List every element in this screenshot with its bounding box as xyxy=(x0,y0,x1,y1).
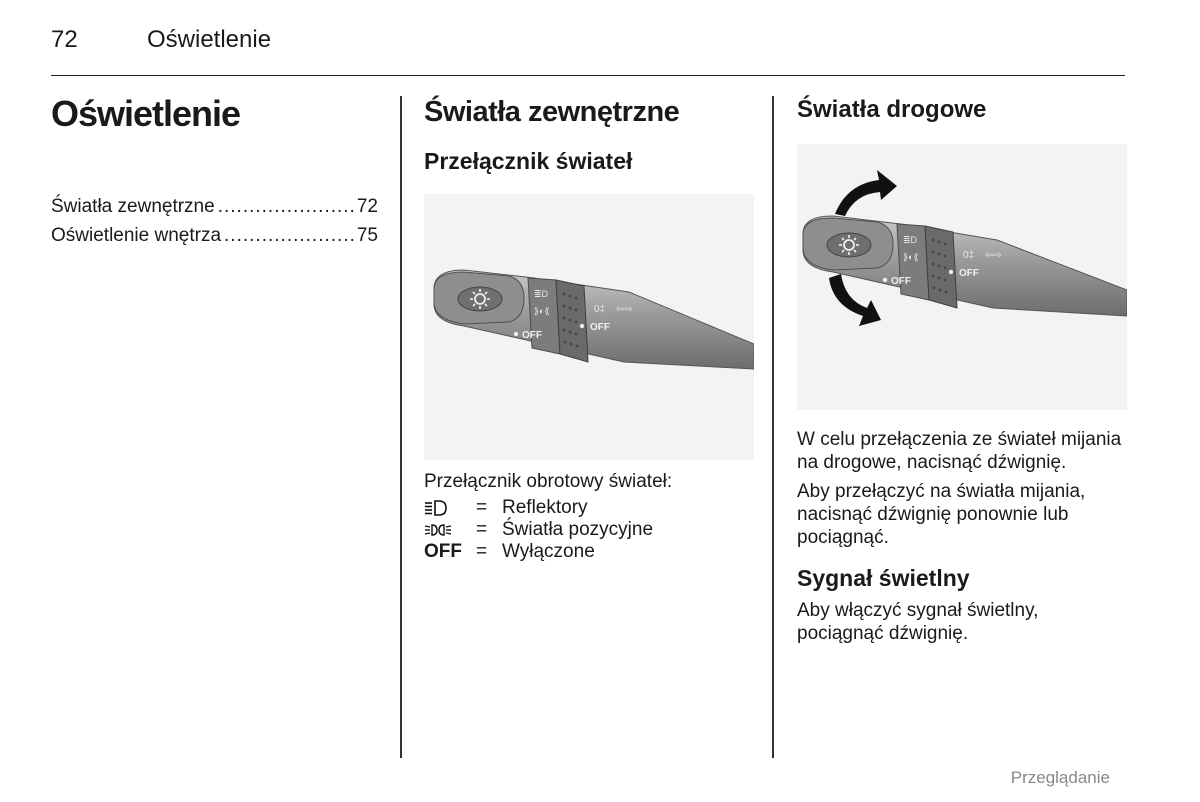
legend-separator: = xyxy=(476,541,488,562)
svg-text:OFF: OFF xyxy=(590,322,610,333)
toc-entry-page: 75 xyxy=(356,225,378,246)
subsection-title: Sygnał świetlny xyxy=(797,565,970,591)
column-divider xyxy=(400,96,402,758)
high-beam-illustration xyxy=(797,144,1127,410)
column-divider xyxy=(772,96,774,758)
svg-text:0‡: 0‡ xyxy=(963,250,975,261)
page-number: 72 xyxy=(51,26,78,53)
svg-text:⇦⇨: ⇦⇨ xyxy=(616,304,633,315)
off-symbol: OFF xyxy=(424,541,462,562)
running-title: Oświetlenie xyxy=(147,26,272,53)
legend-row xyxy=(424,519,754,541)
paragraph: Aby włączyć sygnał świetlny, pociągnąć dźwignię. xyxy=(797,600,1039,644)
section-title: Światła drogowe xyxy=(797,96,987,123)
toc-leader-dots xyxy=(218,192,354,221)
right-column xyxy=(797,90,1127,645)
svg-text:OFF: OFF xyxy=(891,276,911,287)
toc-entry-page: 72 xyxy=(356,196,378,217)
svg-text:0‡: 0‡ xyxy=(594,304,606,315)
legend-text: Wyłączone xyxy=(502,541,595,562)
legend-separator: = xyxy=(476,519,488,540)
legend-separator: = xyxy=(476,497,488,518)
legend-text: Reflektory xyxy=(502,497,588,518)
toc-entry-label: Oświetlenie wnętrza xyxy=(51,225,222,246)
svg-text:⟫◐⟪: ⟫◐⟪ xyxy=(903,252,919,262)
toc-leader-dots xyxy=(224,221,354,250)
parking-light-icon xyxy=(424,522,476,538)
toc-entry-label: Światła zewnętrzne xyxy=(51,196,215,217)
legend-text: Światła pozycyjne xyxy=(502,519,654,540)
toc-entry[interactable] xyxy=(51,221,378,250)
legend-row xyxy=(424,497,754,519)
left-column xyxy=(51,90,381,250)
middle-column xyxy=(424,90,754,563)
table-of-contents xyxy=(51,192,381,250)
subsection-title: Przełącznik świateł xyxy=(424,148,633,174)
page-header xyxy=(51,26,1125,76)
light-switch-illustration xyxy=(424,194,754,460)
switch-intro-text: Przełącznik obrotowy świateł: xyxy=(424,471,673,492)
paragraph: Aby przełączyć na światła mijania, nacisnąć dźwignię ponownie lub pociągnąć. xyxy=(797,481,1086,548)
light-switch-figure xyxy=(424,194,754,460)
chapter-title: Oświetlenie xyxy=(51,93,241,134)
svg-text:⟫◐⟪: ⟫◐⟪ xyxy=(534,306,550,316)
section-title: Światła zewnętrzne xyxy=(424,96,680,128)
svg-text:≣D: ≣D xyxy=(534,289,549,299)
high-beam-figure xyxy=(797,144,1127,410)
legend-row xyxy=(424,541,754,563)
footer-nav-link[interactable]: Przeglądanie xyxy=(1010,768,1110,787)
toc-entry[interactable] xyxy=(51,192,378,221)
svg-text:⇦⇨: ⇦⇨ xyxy=(985,250,1002,261)
paragraph: W celu przełączenia ze świateł mijania na drogowe, nacisnąć dźwignię. xyxy=(797,429,1122,473)
svg-text:≣D: ≣D xyxy=(903,235,918,245)
svg-text:OFF: OFF xyxy=(522,330,542,341)
svg-text:OFF: OFF xyxy=(959,268,979,279)
headlight-icon xyxy=(424,499,476,517)
switch-legend xyxy=(424,497,754,563)
